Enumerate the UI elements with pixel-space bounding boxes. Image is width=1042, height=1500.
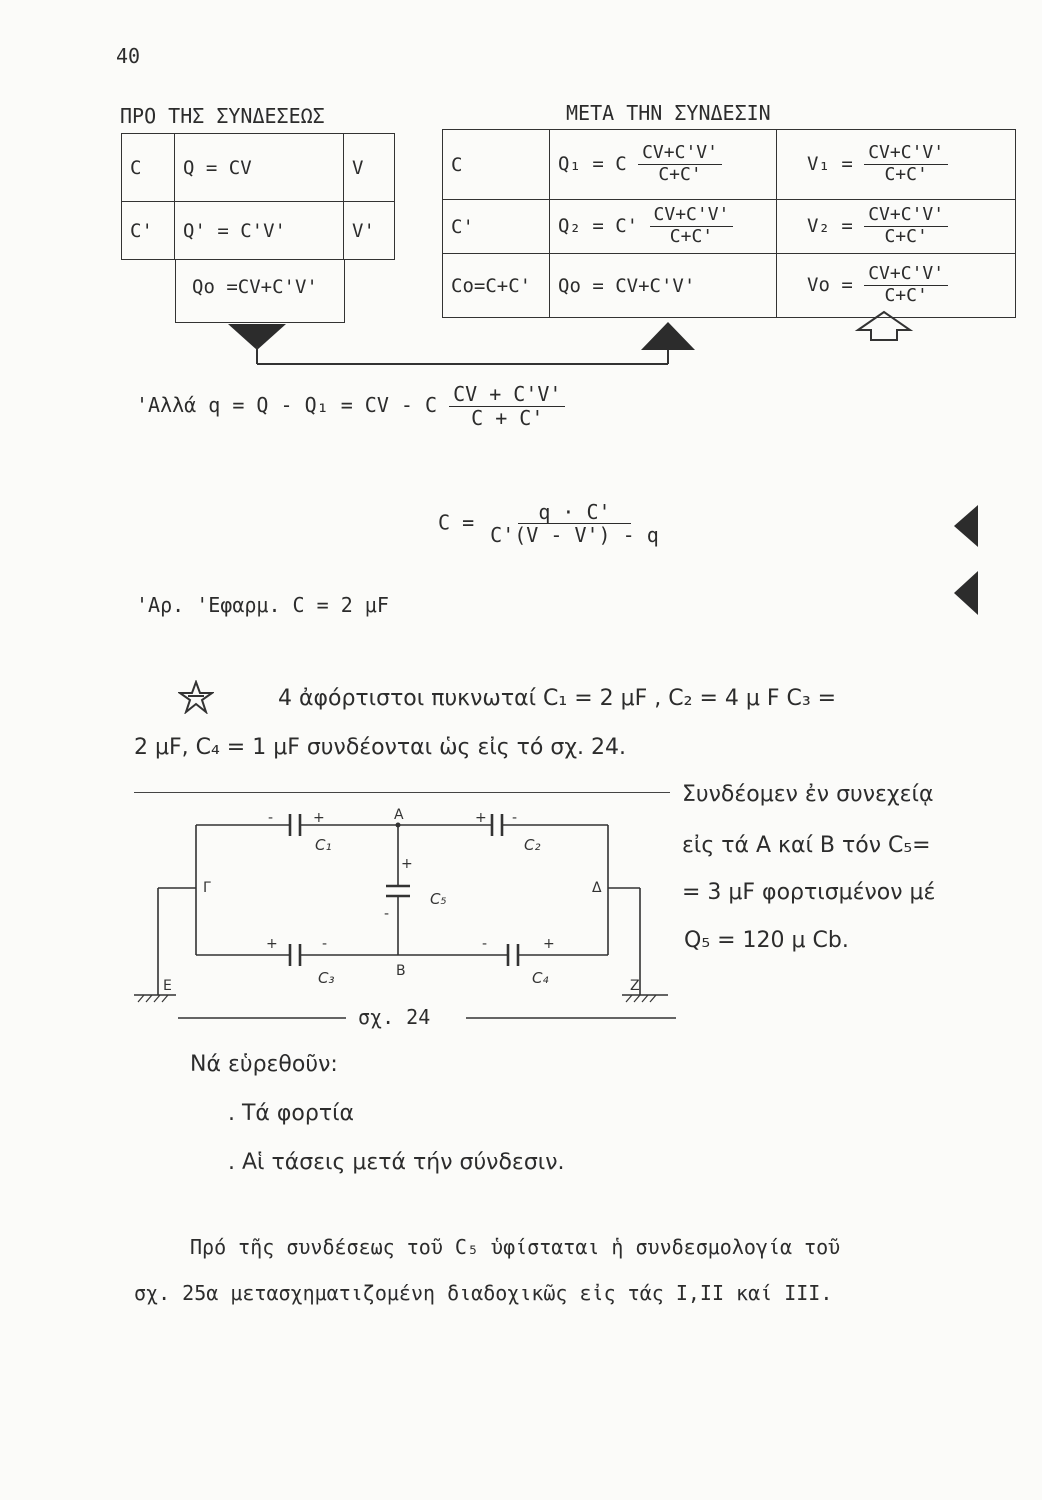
polarity-plus: +	[475, 810, 487, 826]
fraction: $\frac{CV + C'V'}{C + C'}$	[449, 384, 565, 429]
label-c4: C₄	[532, 969, 549, 987]
fraction: $\frac{CV+C'V'}{C+C'}$	[638, 144, 722, 185]
after-cap-3: Co=C+C'	[443, 254, 550, 318]
fraction: $\frac{q \cdot C'}{C'(V - V') - q}$	[490, 500, 659, 547]
after-charge-2: Q₂ = C' $\frac{CV+C'V'}{C+C'}$	[550, 200, 777, 254]
before-charge-2: Q' = C'V'	[175, 202, 344, 260]
polarity-plus: +	[401, 856, 413, 872]
before-volt-1: V	[344, 134, 395, 202]
find-item-2: . Αἱ τάσεις μετά τήν σύνδεσιν.	[228, 1150, 565, 1175]
fraction: $\frac{CV+C'V'}{C+C'}$	[864, 144, 948, 185]
problem-line-1: 4 ἀφόρτιστοι πυκνωταί C₁ = 2 μF , C₂ = 4 μ F C₃ =	[278, 686, 837, 711]
problem-line-2: 2 μF, C₄ = 1 μF συνδέονται ὡς εἰς τό σχ. 24.	[134, 735, 627, 760]
label-node-g: Γ	[203, 880, 211, 896]
find-title: Νά εὑρεθοῦν:	[190, 1052, 338, 1077]
after-heading: ΜΕΤΑ ΤΗΝ ΣΥΝΔΕΣΙΝ	[566, 101, 771, 125]
label-c5: C₅	[430, 890, 447, 908]
find-item-1: . Τά φορτία	[228, 1101, 355, 1126]
label-c2: C₂	[524, 836, 541, 854]
before-volt-2: V'	[344, 202, 395, 260]
fraction: $\frac{CV+C'V'}{C+C'}$	[650, 206, 734, 247]
before-cap-2: C'	[122, 202, 175, 260]
after-cap-1: C	[443, 130, 550, 200]
footer-line-2: σχ. 25α μετασχηματιζομένη διαδοχικῶς εἰς τάς I,II καί III.	[134, 1281, 833, 1305]
page-number: 40	[116, 44, 141, 68]
polarity-plus: +	[266, 936, 278, 952]
side-text-1: Συνδέομεν ἐν συνεχείᾳ	[682, 782, 934, 807]
polarity-minus: -	[512, 810, 518, 826]
after-volt-2: V₂ = $\frac{CV+C'V'}{C+C'}$	[777, 200, 1016, 254]
equation-1: 'Αλλά q = Q - Q₁ = CV - C $\frac{CV + C'V'}{C + C'}$	[136, 384, 565, 429]
ground-hatch	[138, 995, 656, 1002]
node-a-dot	[396, 823, 401, 828]
after-charge-1: Q₁ = C $\frac{CV+C'V'}{C+C'}$	[550, 130, 777, 200]
label-c1: C₁	[315, 836, 332, 854]
after-charge-3: Qo = CV+C'V'	[550, 254, 777, 318]
before-heading: ΠΡΟ ΤΗΣ ΣΥΝΔΕΣΕΩΣ	[120, 104, 325, 128]
side-text-4: Q₅ = 120 μ Cb.	[684, 928, 849, 953]
equation-2: C = $\frac{q \cdot C'}{C'(V - V') - q}$	[438, 502, 663, 546]
answer-line: 'Αρ. 'Εφαρμ. C = 2 μF	[136, 593, 389, 617]
polarity-minus: -	[322, 936, 328, 952]
polarity-plus: +	[313, 810, 325, 826]
label-node-a: A	[394, 807, 404, 823]
label-node-d: Δ	[592, 880, 602, 896]
before-total-charge: Qo =CV+C'V'	[175, 259, 345, 323]
fraction: $\frac{CV+C'V'}{C+C'}$	[864, 265, 948, 306]
label-c3: C₃	[318, 969, 335, 987]
side-text-2: εἰς τά A καί B τόν C₅=	[682, 833, 931, 858]
polarity-plus: +	[543, 936, 555, 952]
footer-line-1: Πρό τῆς συνδέσεως τοῦ C₅ ὑφίσταται ἡ συνδεσμολογία τοῦ	[190, 1235, 841, 1259]
label-ground-e: E	[163, 978, 172, 994]
polarity-minus: -	[268, 810, 274, 826]
after-volt-1: V₁ = $\frac{CV+C'V'}{C+C'}$	[777, 130, 1016, 200]
after-volt-3: Vo = $\frac{CV+C'V'}{C+C'}$	[777, 254, 1016, 318]
side-text-3: = 3 μF φορτισμένον μέ	[682, 880, 936, 905]
after-cap-2: C'	[443, 200, 550, 254]
before-cap-1: C	[122, 134, 175, 202]
label-ground-z: Z	[630, 978, 640, 994]
polarity-minus: -	[482, 936, 488, 952]
label-node-b: B	[396, 963, 406, 979]
polarity-minus: -	[384, 906, 390, 922]
fraction: $\frac{CV+C'V'}{C+C'}$	[864, 206, 948, 247]
figure-caption: σχ. 24	[358, 1005, 431, 1029]
before-charge-1: Q = CV	[175, 134, 344, 202]
